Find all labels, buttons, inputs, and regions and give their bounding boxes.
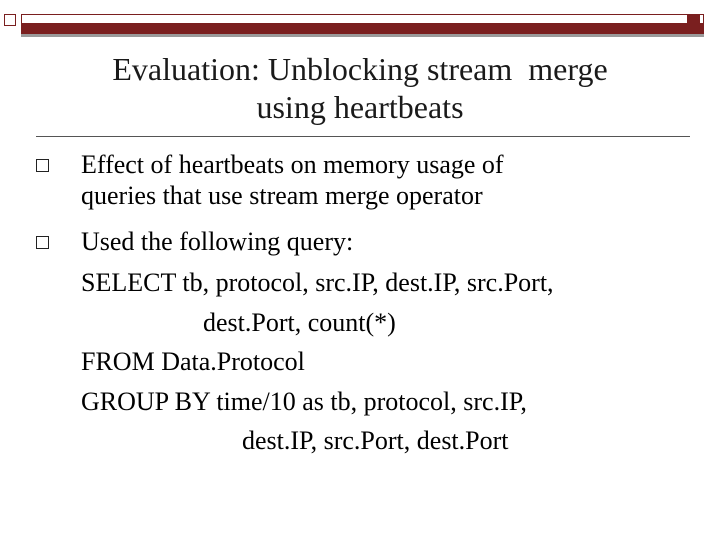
bullet-1-line-2: queries that use stream merge operator: [81, 181, 483, 210]
bullet-item-2: [36, 226, 661, 257]
hollow-square-bullet-icon: [36, 236, 49, 249]
query-from-line: FROM Data.Protocol: [81, 347, 305, 376]
query-select-line: SELECT tb, protocol, src.IP, dest.IP, src.Port,: [81, 268, 554, 297]
slide-title-line-2: using heartbeats: [256, 89, 464, 125]
decorative-top-bar: [21, 23, 704, 37]
bullet-2-line-1: Used the following query:: [81, 227, 354, 256]
slide-title-line-1: Evaluation: Unblocking stream merge: [112, 51, 608, 87]
decorative-corner-square-filled: [687, 14, 700, 27]
slide-title: [60, 50, 660, 126]
bullet-text-1: [81, 149, 661, 211]
hollow-square-bullet-icon: [36, 159, 49, 172]
bullet-text-2: [81, 226, 661, 257]
query-group-line: GROUP BY time/10 as tb, protocol, src.IP,: [81, 387, 527, 416]
query-select-continued: dest.Port, count(*): [203, 308, 396, 337]
title-divider: [36, 136, 690, 137]
bullet-item-1: [36, 149, 661, 211]
bullet-1-line-1: Effect of heartbeats on memory usage of: [81, 150, 504, 179]
query-group-continued: dest.IP, src.Port, dest.Port: [242, 426, 509, 455]
decorative-corner-square: [4, 14, 16, 26]
